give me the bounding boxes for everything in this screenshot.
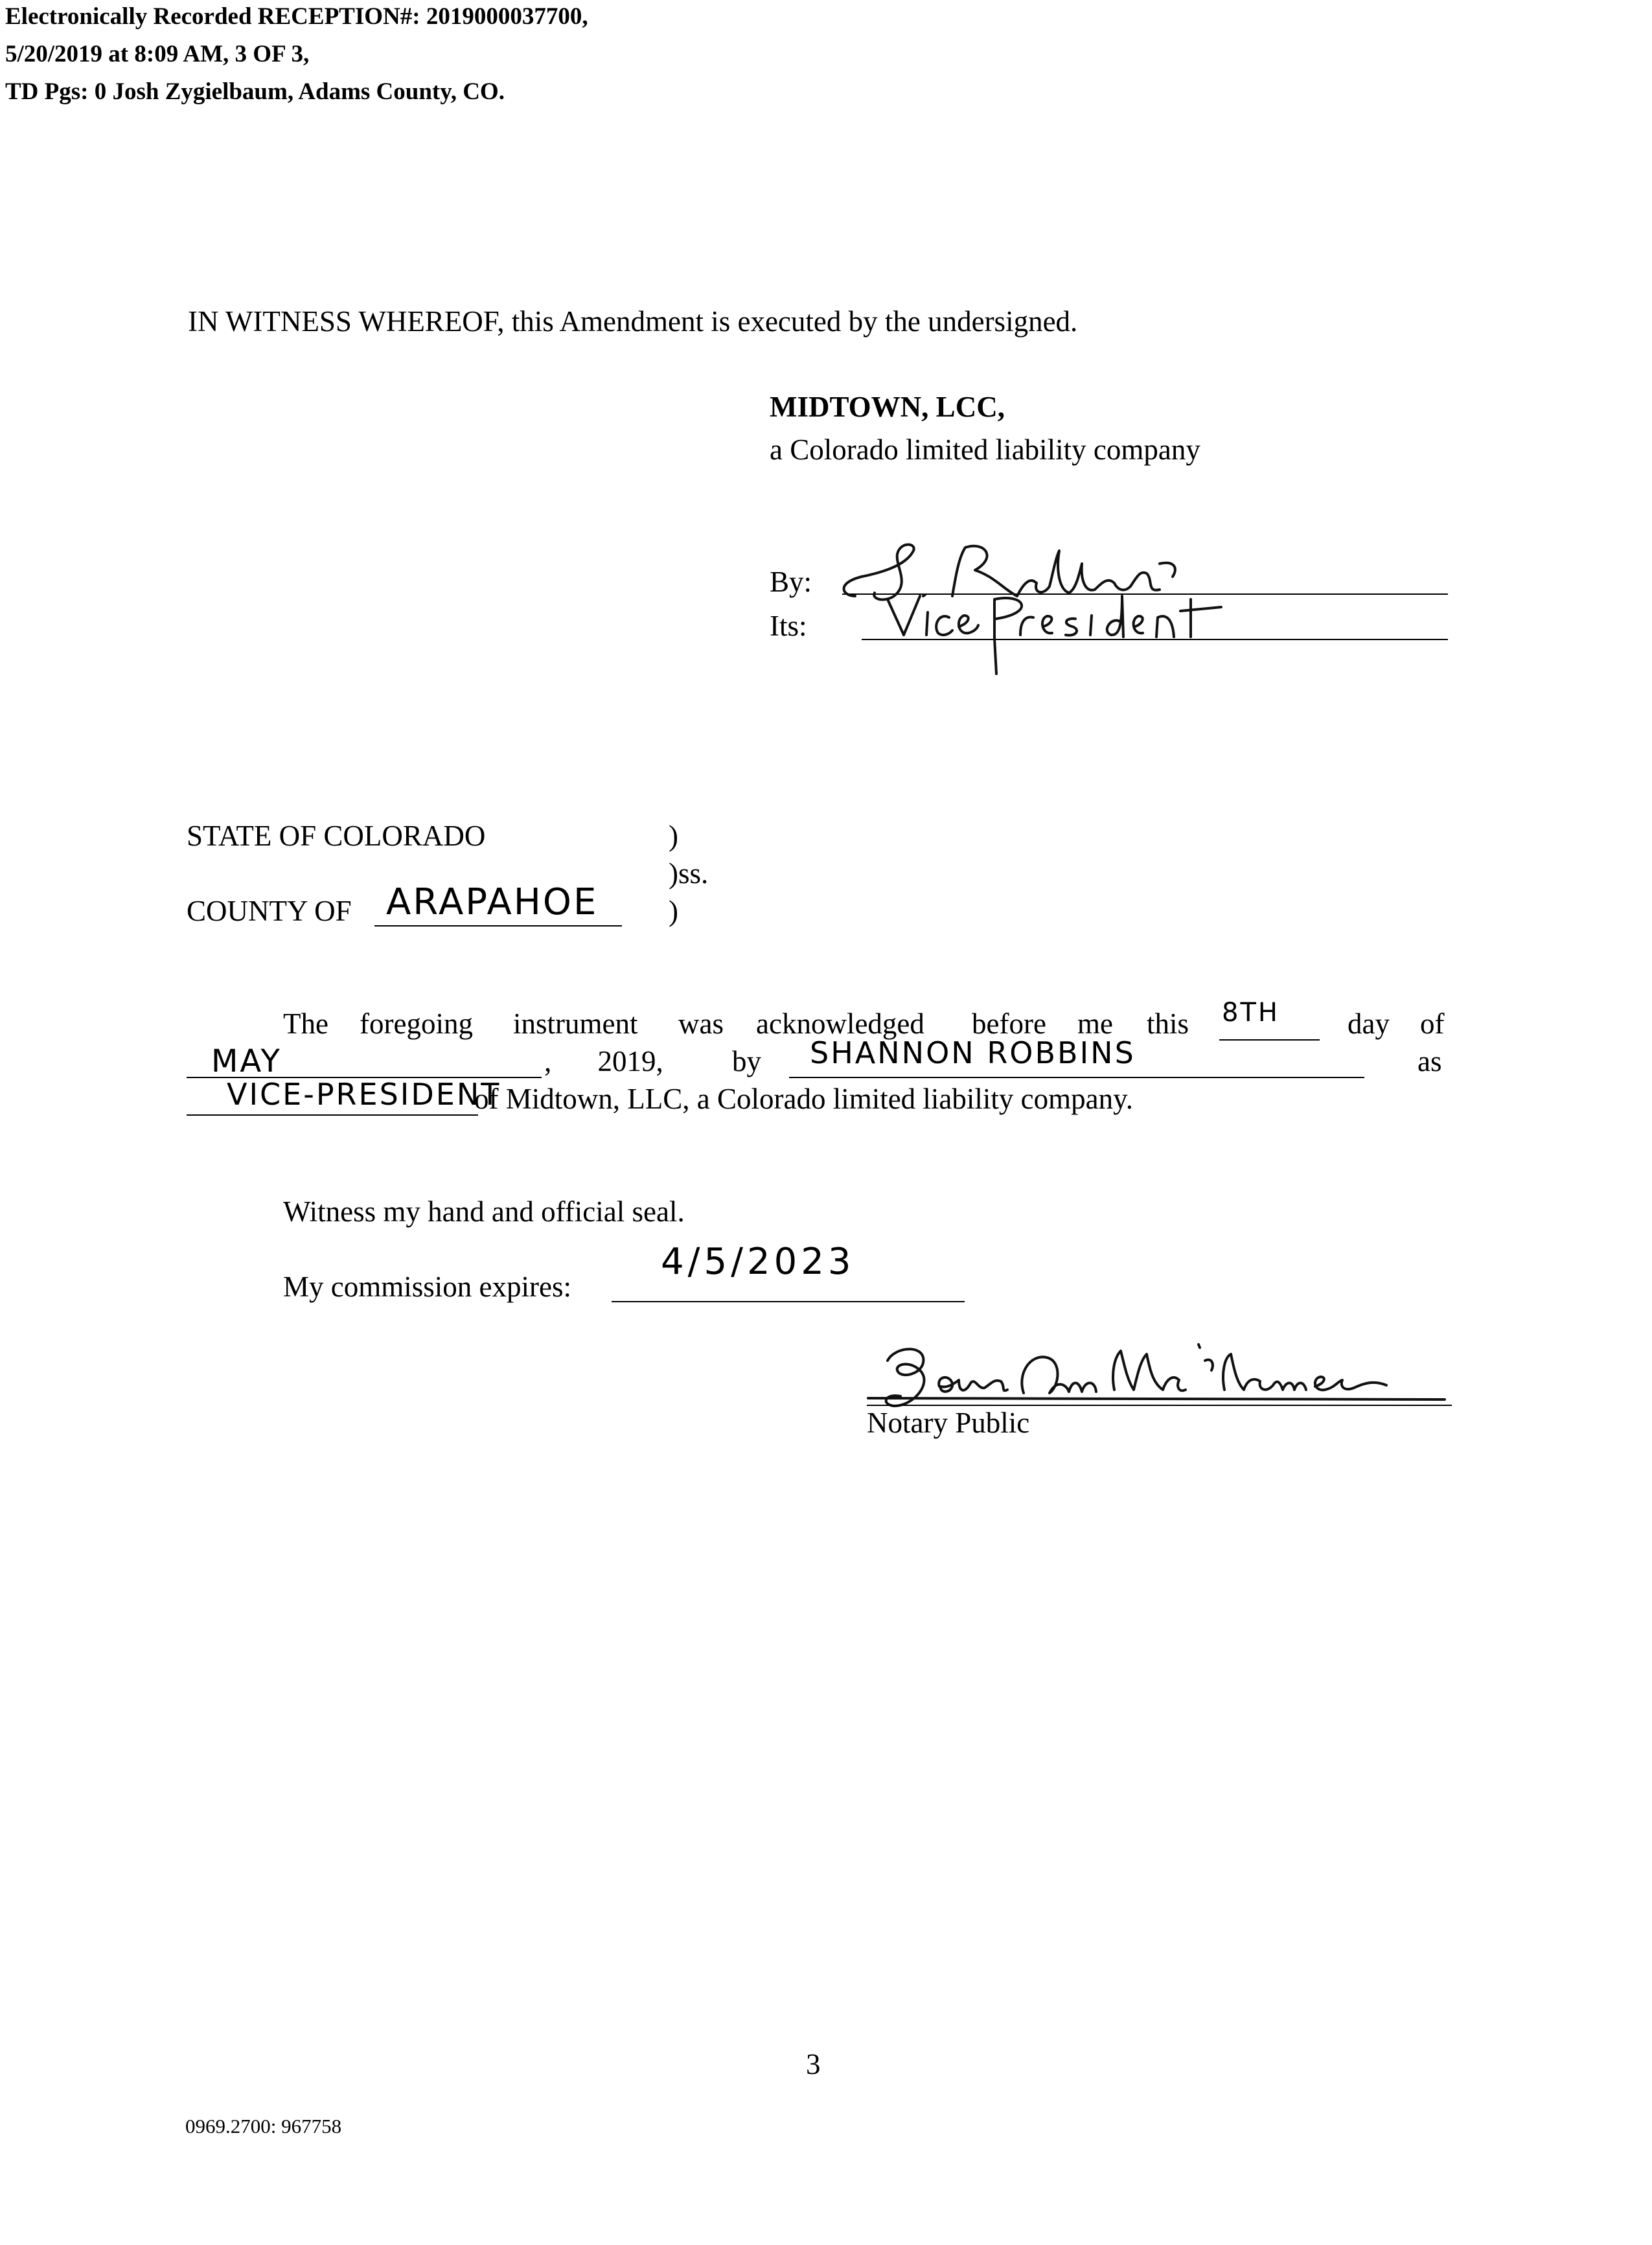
state-label: STATE OF COLORADO (187, 820, 486, 852)
ack-word-instrument: instrument (513, 1007, 638, 1040)
venue-paren-top: ) (669, 820, 678, 852)
company-description: a Colorado limited liability company (770, 433, 1200, 466)
witness-clause: IN WITNESS WHEREOF, this Amendment is executed by the undersigned. (188, 305, 1078, 338)
ack-year: , 2019, (544, 1045, 663, 1077)
notary-title: Notary Public (867, 1407, 1030, 1439)
officer-title-handwriting (881, 586, 1244, 677)
person-value: SHANNON ROBBINS (810, 1035, 1136, 1070)
ack-word-foregoing: foregoing (360, 1007, 473, 1040)
county-label: COUNTY OF (187, 895, 352, 927)
recording-header-line-1: Electronically Recorded RECEPTION#: 2019000037700, (5, 3, 588, 30)
title-line (187, 1114, 478, 1116)
commission-value: 4/5/2023 (661, 1241, 855, 1283)
witness-seal-line: Witness my hand and official seal. (283, 1195, 685, 1228)
footer-code: 0969.2700: 967758 (185, 2115, 342, 2137)
by-label: By: (770, 566, 812, 598)
day-value: 8TH (1222, 998, 1279, 1028)
day-line (1219, 1039, 1320, 1041)
ack-word-was: was (678, 1007, 724, 1040)
ack-word-acknowledged: acknowledged (756, 1007, 924, 1040)
page-number: 3 (806, 2048, 821, 2080)
ack-word-before: before (972, 1007, 1046, 1040)
its-label: Its: (770, 610, 807, 642)
county-value: ARAPAHOE (386, 881, 599, 923)
ack-word-day: day (1348, 1007, 1390, 1040)
recording-header-line-3: TD Pgs: 0 Josh Zygielbaum, Adams County, CO. (5, 78, 505, 105)
company-name: MIDTOWN, LCC, (770, 391, 1005, 423)
recording-header-line-2: 5/20/2019 at 8:09 AM, 3 OF 3, (5, 41, 310, 67)
month-value: MAY (211, 1043, 282, 1079)
person-line (789, 1077, 1364, 1078)
county-line (374, 925, 622, 927)
commission-label: My commission expires: (283, 1271, 571, 1303)
title-value: VICE-PRESIDENT (227, 1077, 501, 1112)
ack-word-as: as (1417, 1045, 1442, 1077)
ack-word-of: of (1420, 1007, 1445, 1040)
commission-line (612, 1301, 965, 1302)
ack-word-this: this (1147, 1007, 1189, 1040)
ack-word-me: me (1077, 1007, 1113, 1040)
ack-word-by: by (732, 1045, 761, 1077)
ack-word-the: The (283, 1007, 328, 1040)
venue-paren-bottom: ) (669, 895, 678, 927)
ack-tail: of Midtown, LLC, a Colorado limited liability company. (474, 1083, 1133, 1115)
venue-paren-ss: )ss. (669, 857, 709, 890)
